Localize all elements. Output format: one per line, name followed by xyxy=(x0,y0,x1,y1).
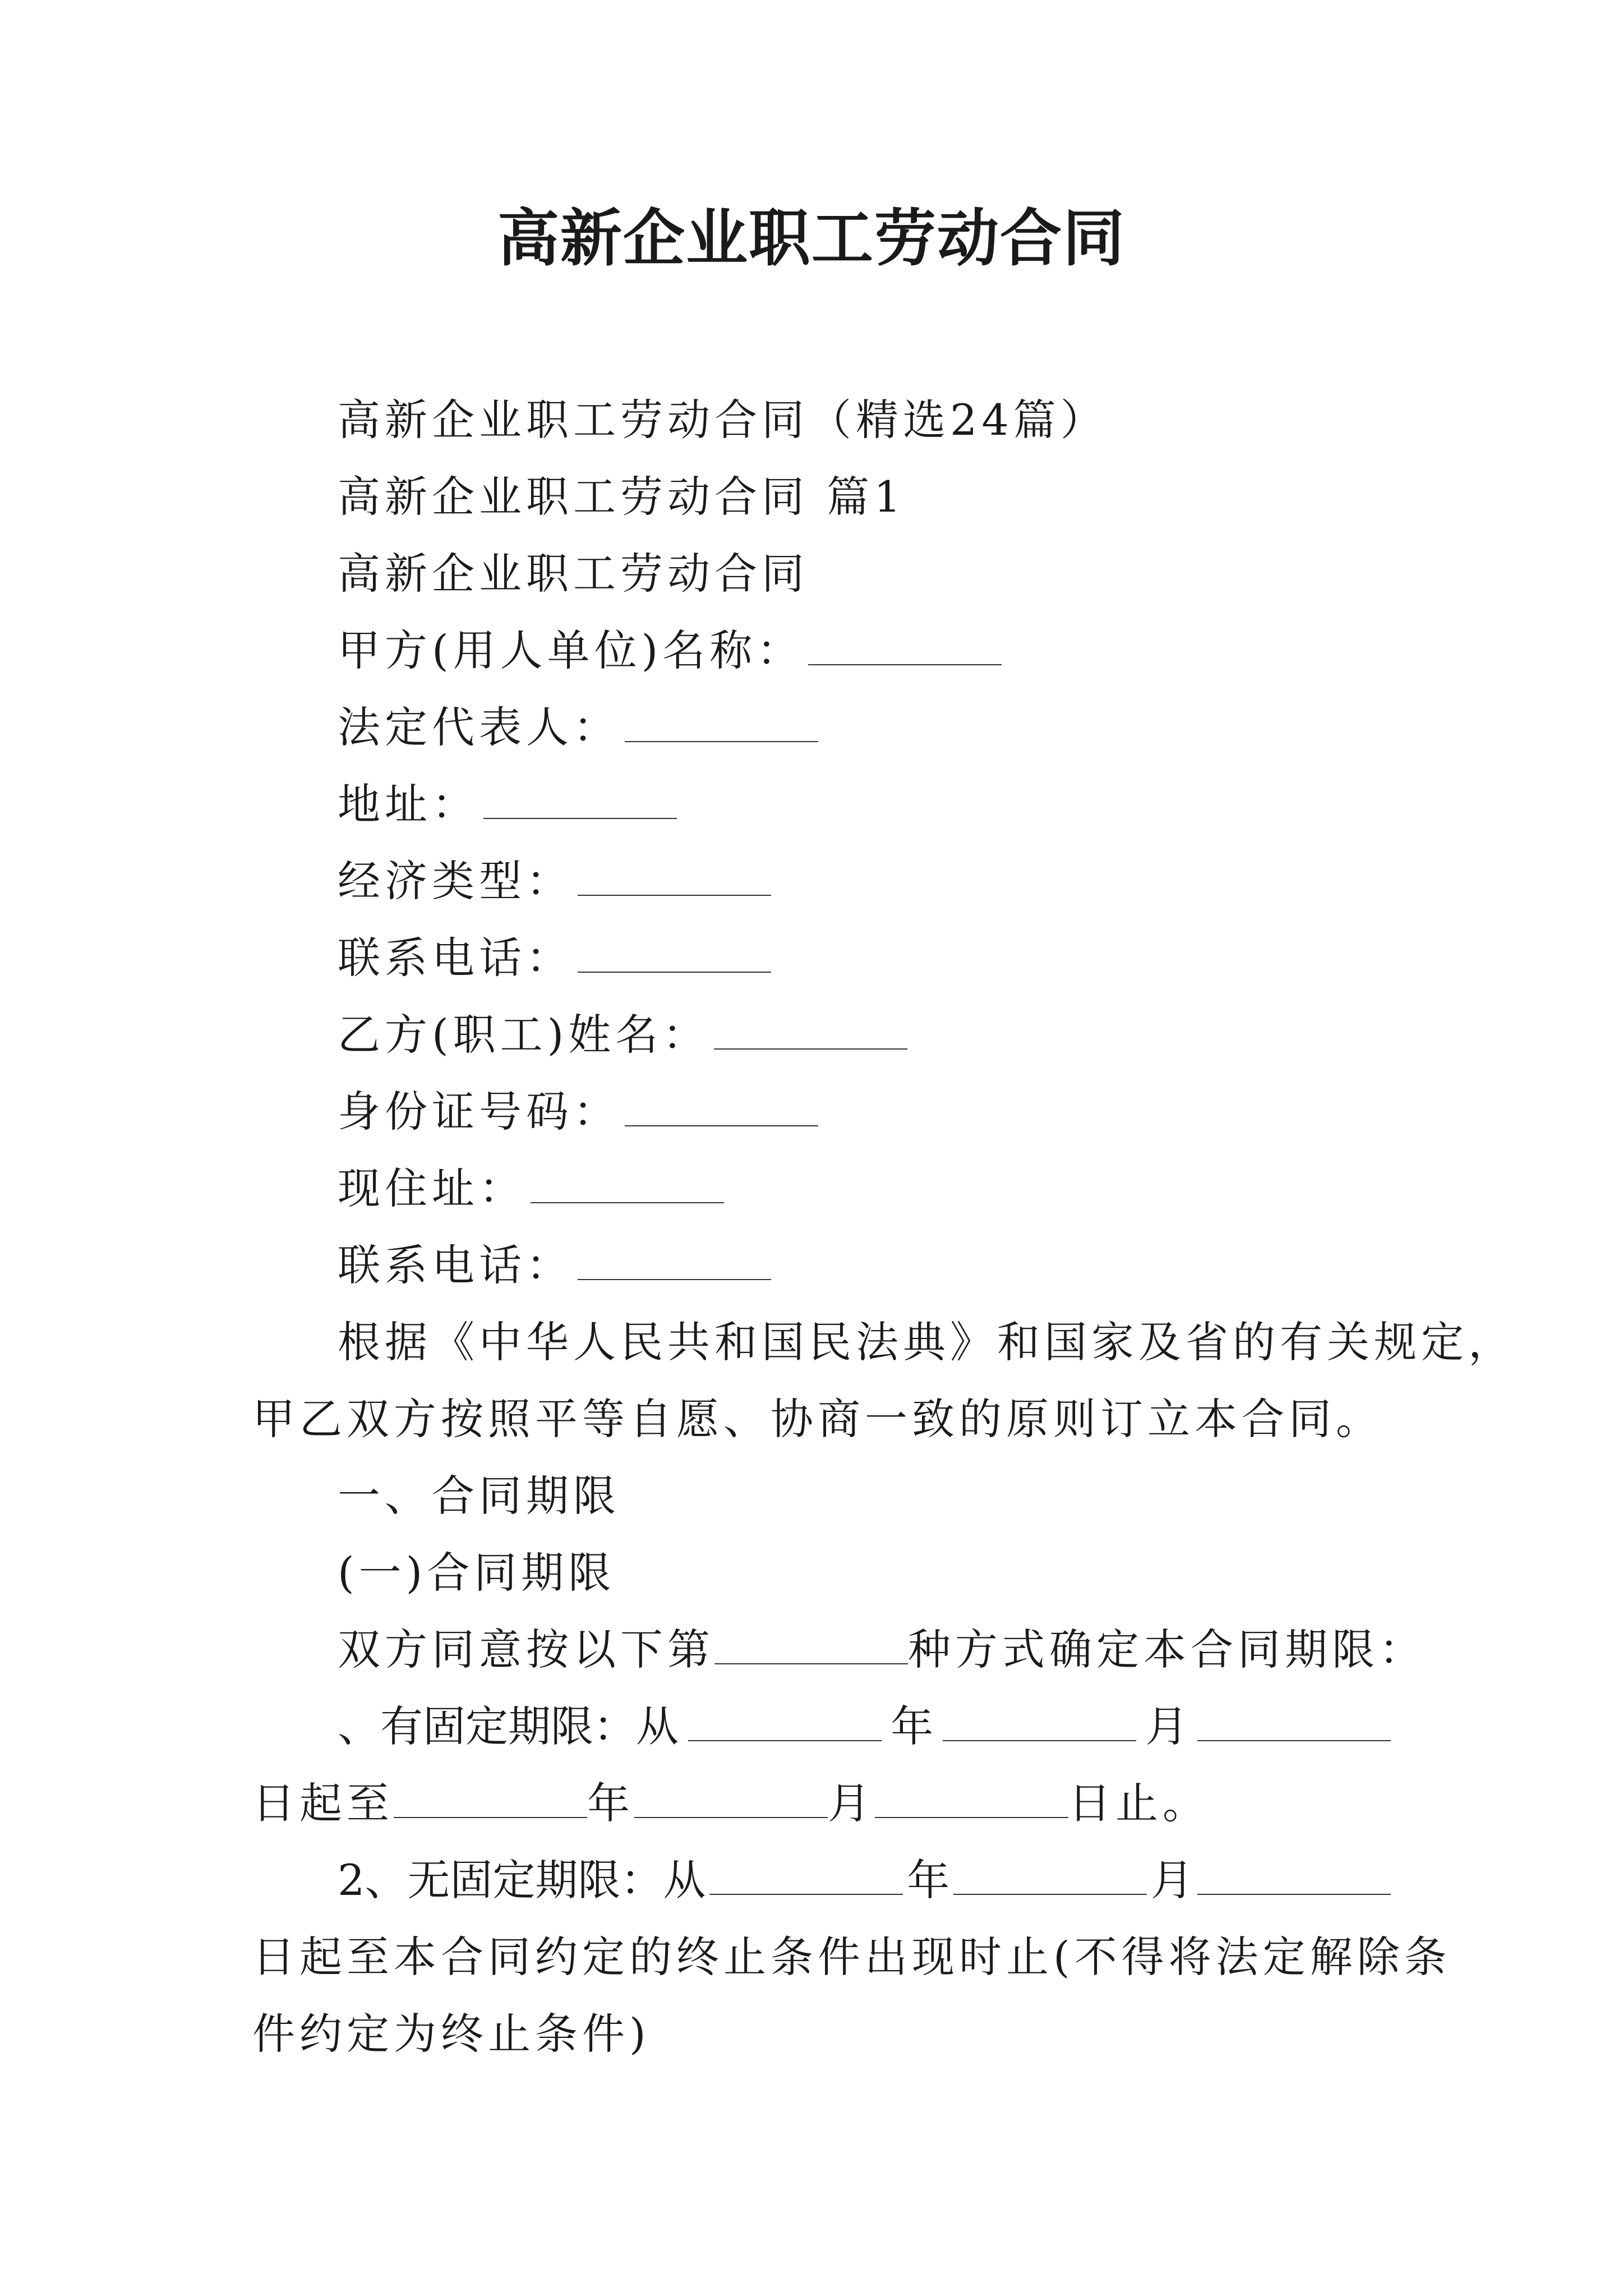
economic-type-row: 经济类型： xyxy=(252,843,1391,919)
fixed-start-year-blank[interactable] xyxy=(688,1704,882,1741)
current-address-blank[interactable] xyxy=(531,1166,724,1203)
fixed-end-day-blank[interactable] xyxy=(875,1781,1068,1818)
open-start-day-blank[interactable] xyxy=(1197,1858,1391,1895)
employer-phone-row: 联系电话： xyxy=(252,919,1391,996)
id-number-row: 身份证号码： xyxy=(252,1073,1391,1150)
employee-name-row: 乙方(职工)姓名： xyxy=(252,996,1391,1073)
employer-address-blank[interactable] xyxy=(483,782,677,819)
open-start-year-blank[interactable] xyxy=(709,1858,903,1895)
chapter-heading: 一、合同期限 xyxy=(338,1471,620,1521)
employer-name-row: 甲方(用人单位)名称： xyxy=(252,612,1391,689)
open-term-row: 2、无固定期限：从 年 月 xyxy=(252,1842,1391,1918)
economic-type-blank[interactable] xyxy=(578,859,771,896)
term-method-row: 双方同意按以下第 种方式确定本合同期限： xyxy=(338,1625,1426,1674)
current-address-row: 现住址： xyxy=(252,1150,1391,1227)
legal-representative-blank[interactable] xyxy=(625,705,818,742)
open-term-line-3: 件约定为终止条件) xyxy=(252,2009,651,2059)
employer-phone-blank[interactable] xyxy=(578,936,771,973)
fixed-term-row: 、有固定期限：从 年 月 xyxy=(252,1688,1391,1765)
legal-representative-row: 法定代表人： xyxy=(252,689,1391,766)
section-heading: 高新企业职工劳动合同 篇1 xyxy=(338,472,906,522)
document-body xyxy=(252,381,1515,2072)
fixed-start-day-blank[interactable] xyxy=(1197,1704,1391,1741)
id-number-blank[interactable] xyxy=(625,1089,818,1126)
employee-phone-row: 联系电话： xyxy=(252,1227,1391,1304)
fixed-end-month-blank[interactable] xyxy=(634,1781,828,1818)
preamble-line-1: 根据《中华人民共和国民法典》和国家及省的有关规定， xyxy=(338,1317,1515,1367)
fixed-term-end-row: 日起至 年 月 日止。 xyxy=(252,1778,1210,1828)
document-title: 高新企业职工劳动合同 xyxy=(497,202,1126,274)
employer-name-blank[interactable] xyxy=(808,628,1002,665)
contract-heading: 高新企业职工劳动合同 xyxy=(338,549,809,599)
open-term-line-2: 日起至本合同约定的终止条件出现时止(不得将法定解除条 xyxy=(252,1932,1451,1982)
fixed-start-month-blank[interactable] xyxy=(943,1704,1136,1741)
open-start-month-blank[interactable] xyxy=(953,1858,1147,1895)
employee-name-blank[interactable] xyxy=(714,1013,907,1050)
fixed-end-year-blank[interactable] xyxy=(394,1781,587,1818)
preamble-line-2: 甲乙双方按照平等自愿、协商一致的原则订立本合同。 xyxy=(252,1394,1383,1444)
subsection-heading: (一)合同期限 xyxy=(338,1548,616,1598)
employer-address-row: 地址： xyxy=(252,766,1391,843)
employee-phone-blank[interactable] xyxy=(578,1243,771,1280)
collection-title: 高新企业职工劳动合同（精选24篇） xyxy=(338,395,1108,445)
term-method-blank[interactable] xyxy=(714,1627,908,1664)
